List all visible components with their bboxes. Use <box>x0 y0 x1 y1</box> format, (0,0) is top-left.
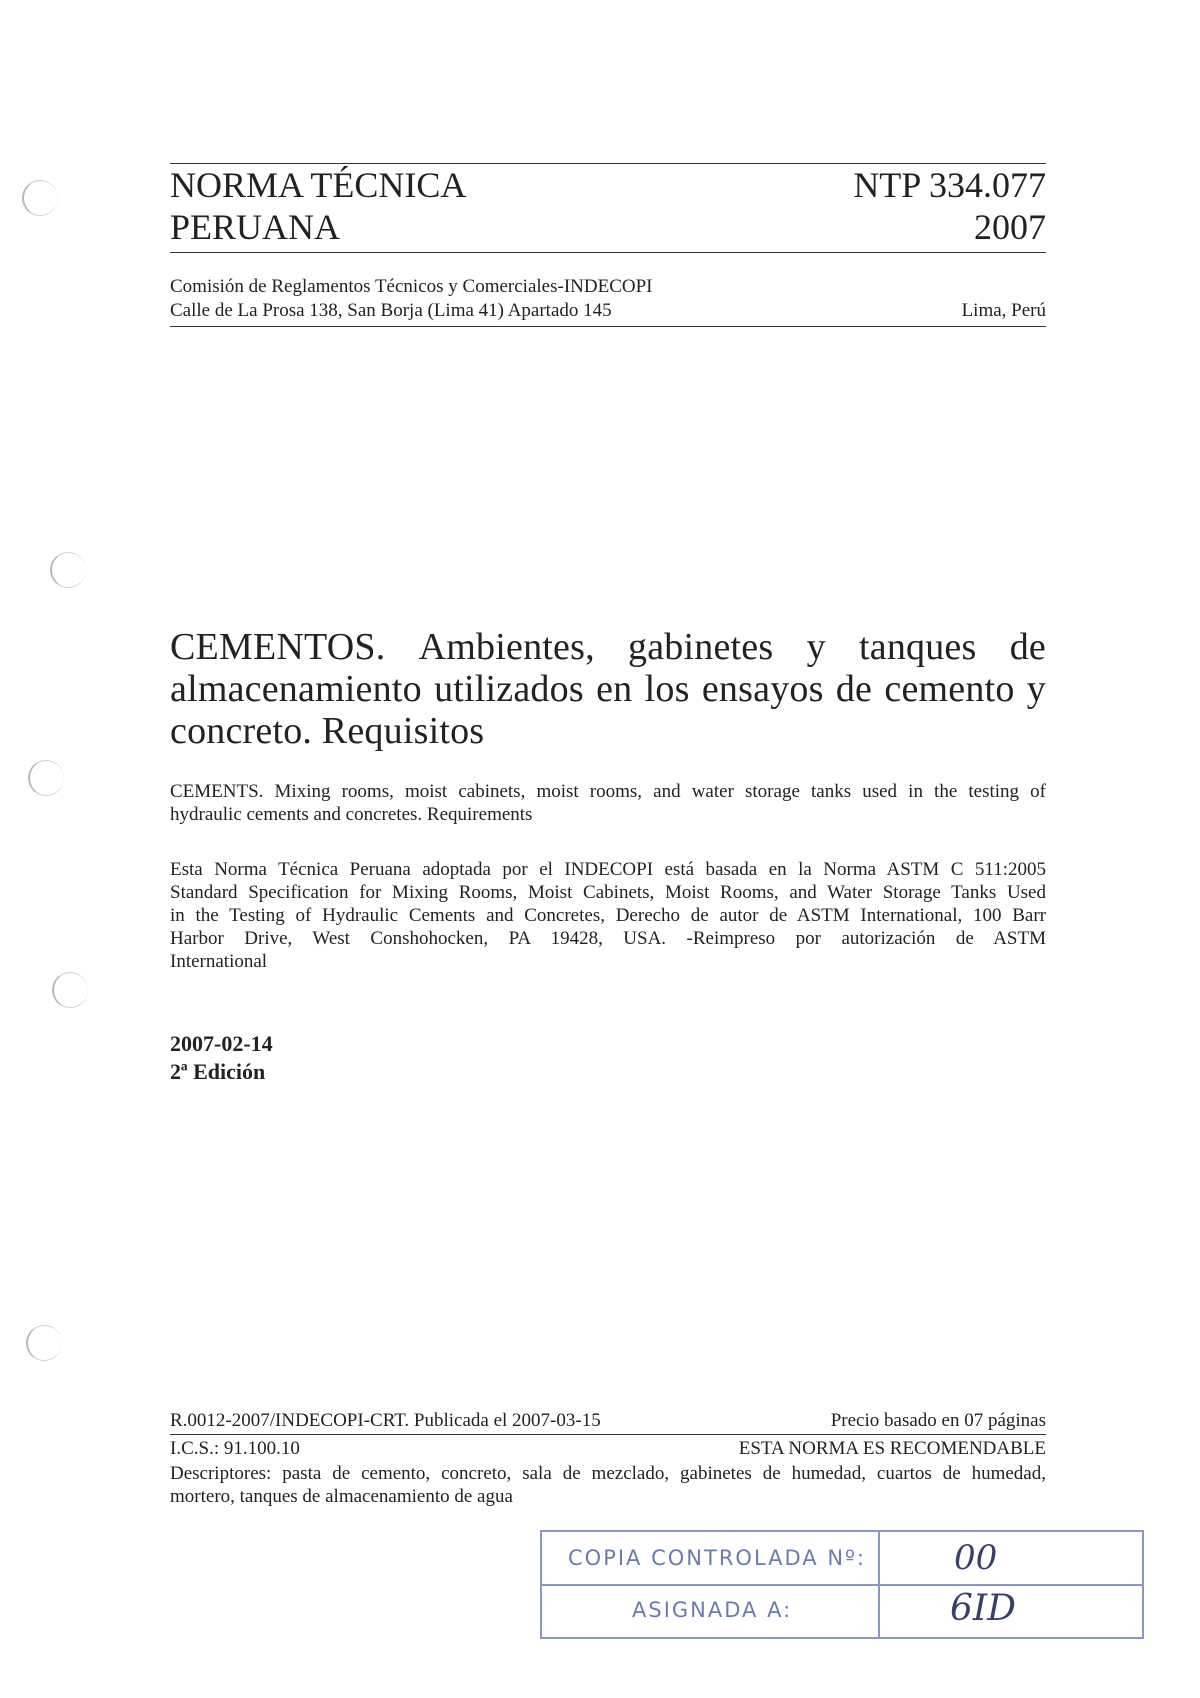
footer-ics: I.C.S.: 91.100.10 <box>170 1438 300 1459</box>
title-word: Ambientes, <box>418 626 595 668</box>
descriptors-line1: Descriptores: pasta de cemento, concreto, sala de mezclado, gabinetes de humedad, cuartos de humedad, <box>170 1463 1046 1484</box>
stamp-divider-horizontal <box>542 1584 1142 1586</box>
title-word: tanques <box>859 626 977 668</box>
basis-paragraph <box>170 858 1046 973</box>
title-word: gabinetes <box>628 626 774 668</box>
basis-line: Standard Specification for Mixing Rooms, Moist Cabinets, Moist Rooms, and Water Storage Tanks Used <box>170 882 1046 903</box>
stamp-copy-label: COPIA CONTROLADA Nº: <box>568 1546 867 1570</box>
english-title <box>170 780 1046 826</box>
issuer-address-row <box>170 300 1046 322</box>
basis-line: Harbor Drive, West Conshohocken, PA 19428, USA. -Reimpreso por autorización de ASTM <box>170 928 1046 949</box>
spanish-title-line2: almacenamiento utilizados en los ensayos de cemento y <box>170 668 1046 710</box>
spanish-title-line1 <box>170 626 1046 668</box>
spanish-title <box>170 626 1046 752</box>
title-word: CEMENTOS. <box>170 626 386 668</box>
norm-title-line1: NORMA TÉCNICA <box>170 165 467 205</box>
spanish-title-line3: concreto. Requisitos <box>170 710 485 752</box>
norm-title-line2: PERUANA <box>170 207 341 247</box>
footer-recommendation: ESTA NORMA ES RECOMENDABLE <box>738 1438 1046 1459</box>
header-bottom-rule <box>170 252 1046 253</box>
footer-resolution-row <box>170 1410 1046 1432</box>
norm-title <box>170 164 466 248</box>
punch-hole <box>28 760 64 796</box>
stamp-assigned-value: 6ID <box>950 1588 1016 1629</box>
edition-block <box>170 1030 273 1086</box>
title-word: y <box>806 626 826 668</box>
issuer-rule <box>170 326 1046 327</box>
descriptors-line2: mortero, tanques de almacenamiento de agua <box>170 1486 513 1507</box>
stamp-assigned-label: ASIGNADA A: <box>632 1598 793 1622</box>
basis-line: Esta Norma Técnica Peruana adoptada por el INDECOPI está basada en la Norma ASTM C 511:2005 <box>170 859 1046 880</box>
basis-line: in the Testing of Hydraulic Cements and Concretes, Derecho de autor de ASTM International, 100 Barr <box>170 905 1046 926</box>
norm-code <box>853 164 1046 248</box>
punch-hole <box>26 1325 62 1361</box>
punch-hole <box>50 552 86 588</box>
controlled-copy-stamp <box>540 1530 1144 1639</box>
edition-label: 2ª Edición <box>170 1059 266 1084</box>
basis-line: International <box>170 951 268 972</box>
footer-resolution: R.0012-2007/INDECOPI-CRT. Publicada el 2007-03-15 <box>170 1410 601 1431</box>
issuer-line1: Comisión de Reglamentos Técnicos y Comerciales-INDECOPI <box>170 276 653 297</box>
english-title-line2: hydraulic cements and concretes. Requirements <box>170 804 533 825</box>
punch-hole <box>52 972 88 1008</box>
english-title-line1: CEMENTS. Mixing rooms, moist cabinets, moist rooms, and water storage tanks used in the testing of <box>170 781 1046 802</box>
punch-hole <box>22 180 58 216</box>
issuer-city: Lima, Perú <box>961 300 1046 321</box>
footer-rule <box>170 1434 1046 1435</box>
title-word: de <box>1009 626 1046 668</box>
footer-descriptors <box>170 1462 1046 1508</box>
issuer-address: Calle de La Prosa 138, San Borja (Lima 41) Apartado 145 <box>170 300 612 321</box>
stamp-copy-number: 00 <box>954 1538 998 1578</box>
norm-code-year: 2007 <box>974 207 1046 247</box>
edition-date: 2007-02-14 <box>170 1031 273 1056</box>
footer-price: Precio basado en 07 páginas <box>830 1410 1046 1431</box>
norm-code-number: NTP 334.077 <box>853 165 1046 205</box>
footer-ics-row <box>170 1438 1046 1460</box>
